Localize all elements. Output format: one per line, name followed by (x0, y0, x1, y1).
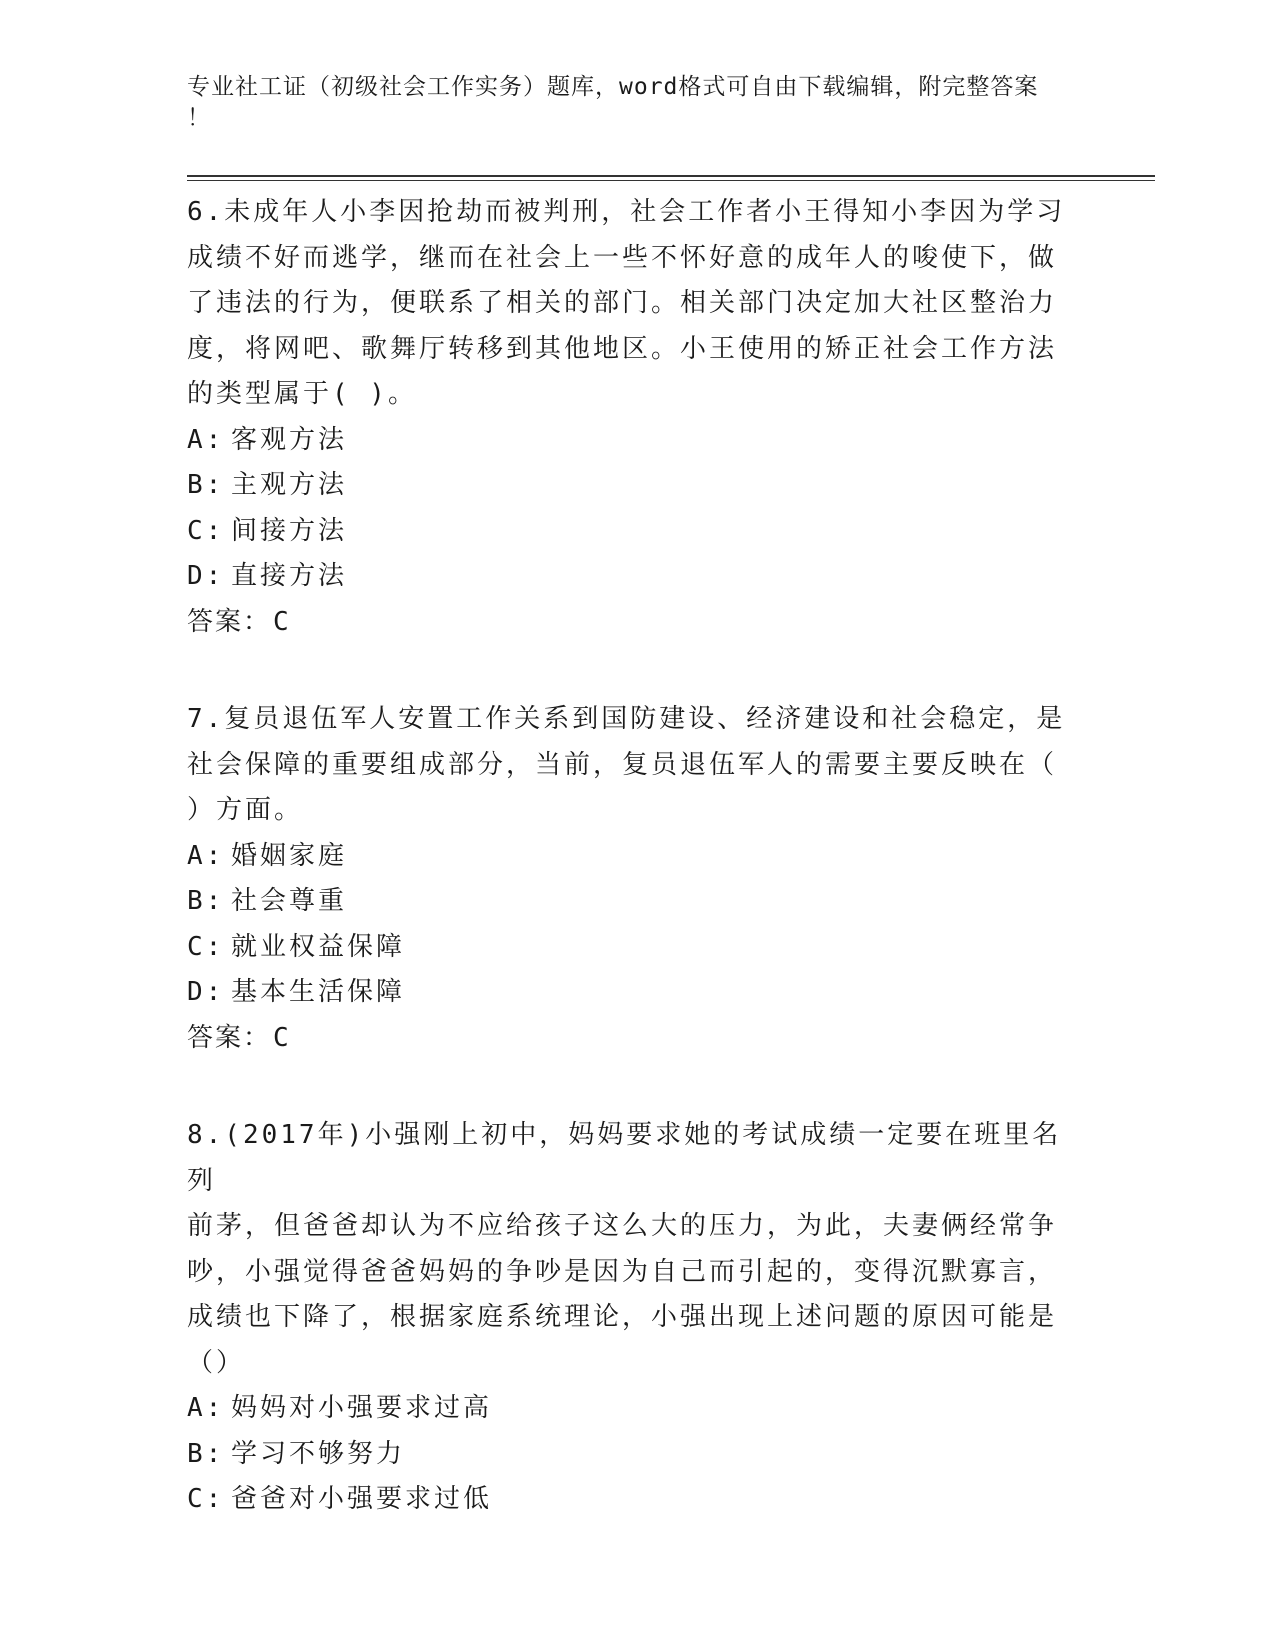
stem-line: （） (187, 1347, 246, 1378)
answer-value: C (273, 1022, 291, 1053)
stem-line: 7.复员退伍军人安置工作关系到国防建设、经济建设和社会稳定，是 (187, 704, 1066, 734)
stem-line: 前茅，但爸爸却认为不应给孩子这么大的压力，为此，夫妻俩经常争 (187, 1211, 1058, 1241)
stem-line: 吵，小强觉得爸爸妈妈的争吵是因为自己而引起的，变得沉默寡言， (187, 1256, 1058, 1287)
question-stem (187, 1113, 1067, 1386)
option-b (187, 463, 1067, 509)
option-letter: C: (187, 515, 225, 546)
option-a (187, 1386, 1067, 1432)
answer-label: 答案： (187, 606, 272, 637)
option-text: 妈妈对小强要求过高 (231, 1393, 493, 1423)
option-b (187, 879, 1067, 925)
answer-value: C (273, 606, 291, 637)
question-8 (187, 1113, 1067, 1523)
header-divider-thick (187, 175, 1155, 177)
header-divider-thin (187, 180, 1155, 181)
option-b (187, 1432, 1067, 1478)
option-text: 婚姻家庭 (231, 840, 348, 871)
stem-line: 了违法的行为，便联系了相关的部门。相关部门决定加大社区整治力 (187, 288, 1058, 318)
option-text: 客观方法 (231, 424, 348, 455)
option-text: 就业权益保障 (231, 931, 406, 962)
option-letter: B: (187, 886, 225, 916)
option-letter: A: (187, 424, 225, 455)
option-d (187, 554, 1067, 600)
option-letter: B: (187, 470, 225, 500)
question-stem (187, 697, 1067, 834)
option-letter: B: (187, 1438, 225, 1469)
option-a (187, 418, 1067, 464)
stem-line: 成绩也下降了，根据家庭系统理论，小强出现上述问题的原因可能是 (187, 1302, 1058, 1332)
option-text: 主观方法 (231, 470, 348, 500)
option-c (187, 509, 1067, 555)
option-text: 学习不够努力 (231, 1438, 406, 1469)
header-line-1: 专业社工证（初级社会工作实务）题库，word格式可自由下载编辑，附完整答案 (187, 74, 1039, 100)
stem-line: ）方面。 (187, 795, 304, 825)
option-letter: D: (187, 561, 225, 591)
option-text: 间接方法 (231, 515, 348, 546)
option-letter: A: (187, 840, 225, 871)
option-letter: C: (187, 931, 225, 962)
option-a (187, 834, 1067, 880)
stem-line: 6.未成年人小李因抢劫而被判刑，社会工作者小王得知小李因为学习 (187, 197, 1066, 227)
stem-line: 度，将网吧、歌舞厅转移到其他地区。小王使用的矫正社会工作方法 (187, 333, 1058, 364)
stem-line: 成绩不好而逃学，继而在社会上一些不怀好意的成年人的唆使下，做 (187, 242, 1058, 273)
option-letter: A: (187, 1393, 225, 1423)
option-text: 基本生活保障 (231, 977, 406, 1007)
option-text: 社会尊重 (231, 886, 348, 916)
option-letter: C: (187, 1484, 225, 1514)
stem-line: 社会保障的重要组成部分，当前，复员退伍军人的需要主要反映在（ (187, 749, 1058, 780)
option-letter: D: (187, 977, 225, 1007)
header-line-2: ！ (187, 105, 211, 131)
option-c (187, 1477, 1067, 1523)
stem-line: 的类型属于( )。 (187, 379, 417, 409)
stem-line: 8.(2017年)小强刚上初中，妈妈要求她的考试成绩一定要在班里名列 (187, 1120, 1062, 1196)
option-d (187, 970, 1067, 1016)
answer-line (187, 1016, 1067, 1062)
question-6 (187, 190, 1067, 645)
option-text: 直接方法 (231, 561, 348, 591)
question-list (187, 190, 1067, 1575)
question-stem (187, 190, 1067, 418)
answer-label: 答案： (187, 1022, 272, 1053)
question-7 (187, 697, 1067, 1061)
option-text: 爸爸对小强要求过低 (231, 1484, 493, 1514)
answer-line (187, 600, 1067, 646)
option-c (187, 925, 1067, 971)
document-header (187, 72, 1067, 134)
